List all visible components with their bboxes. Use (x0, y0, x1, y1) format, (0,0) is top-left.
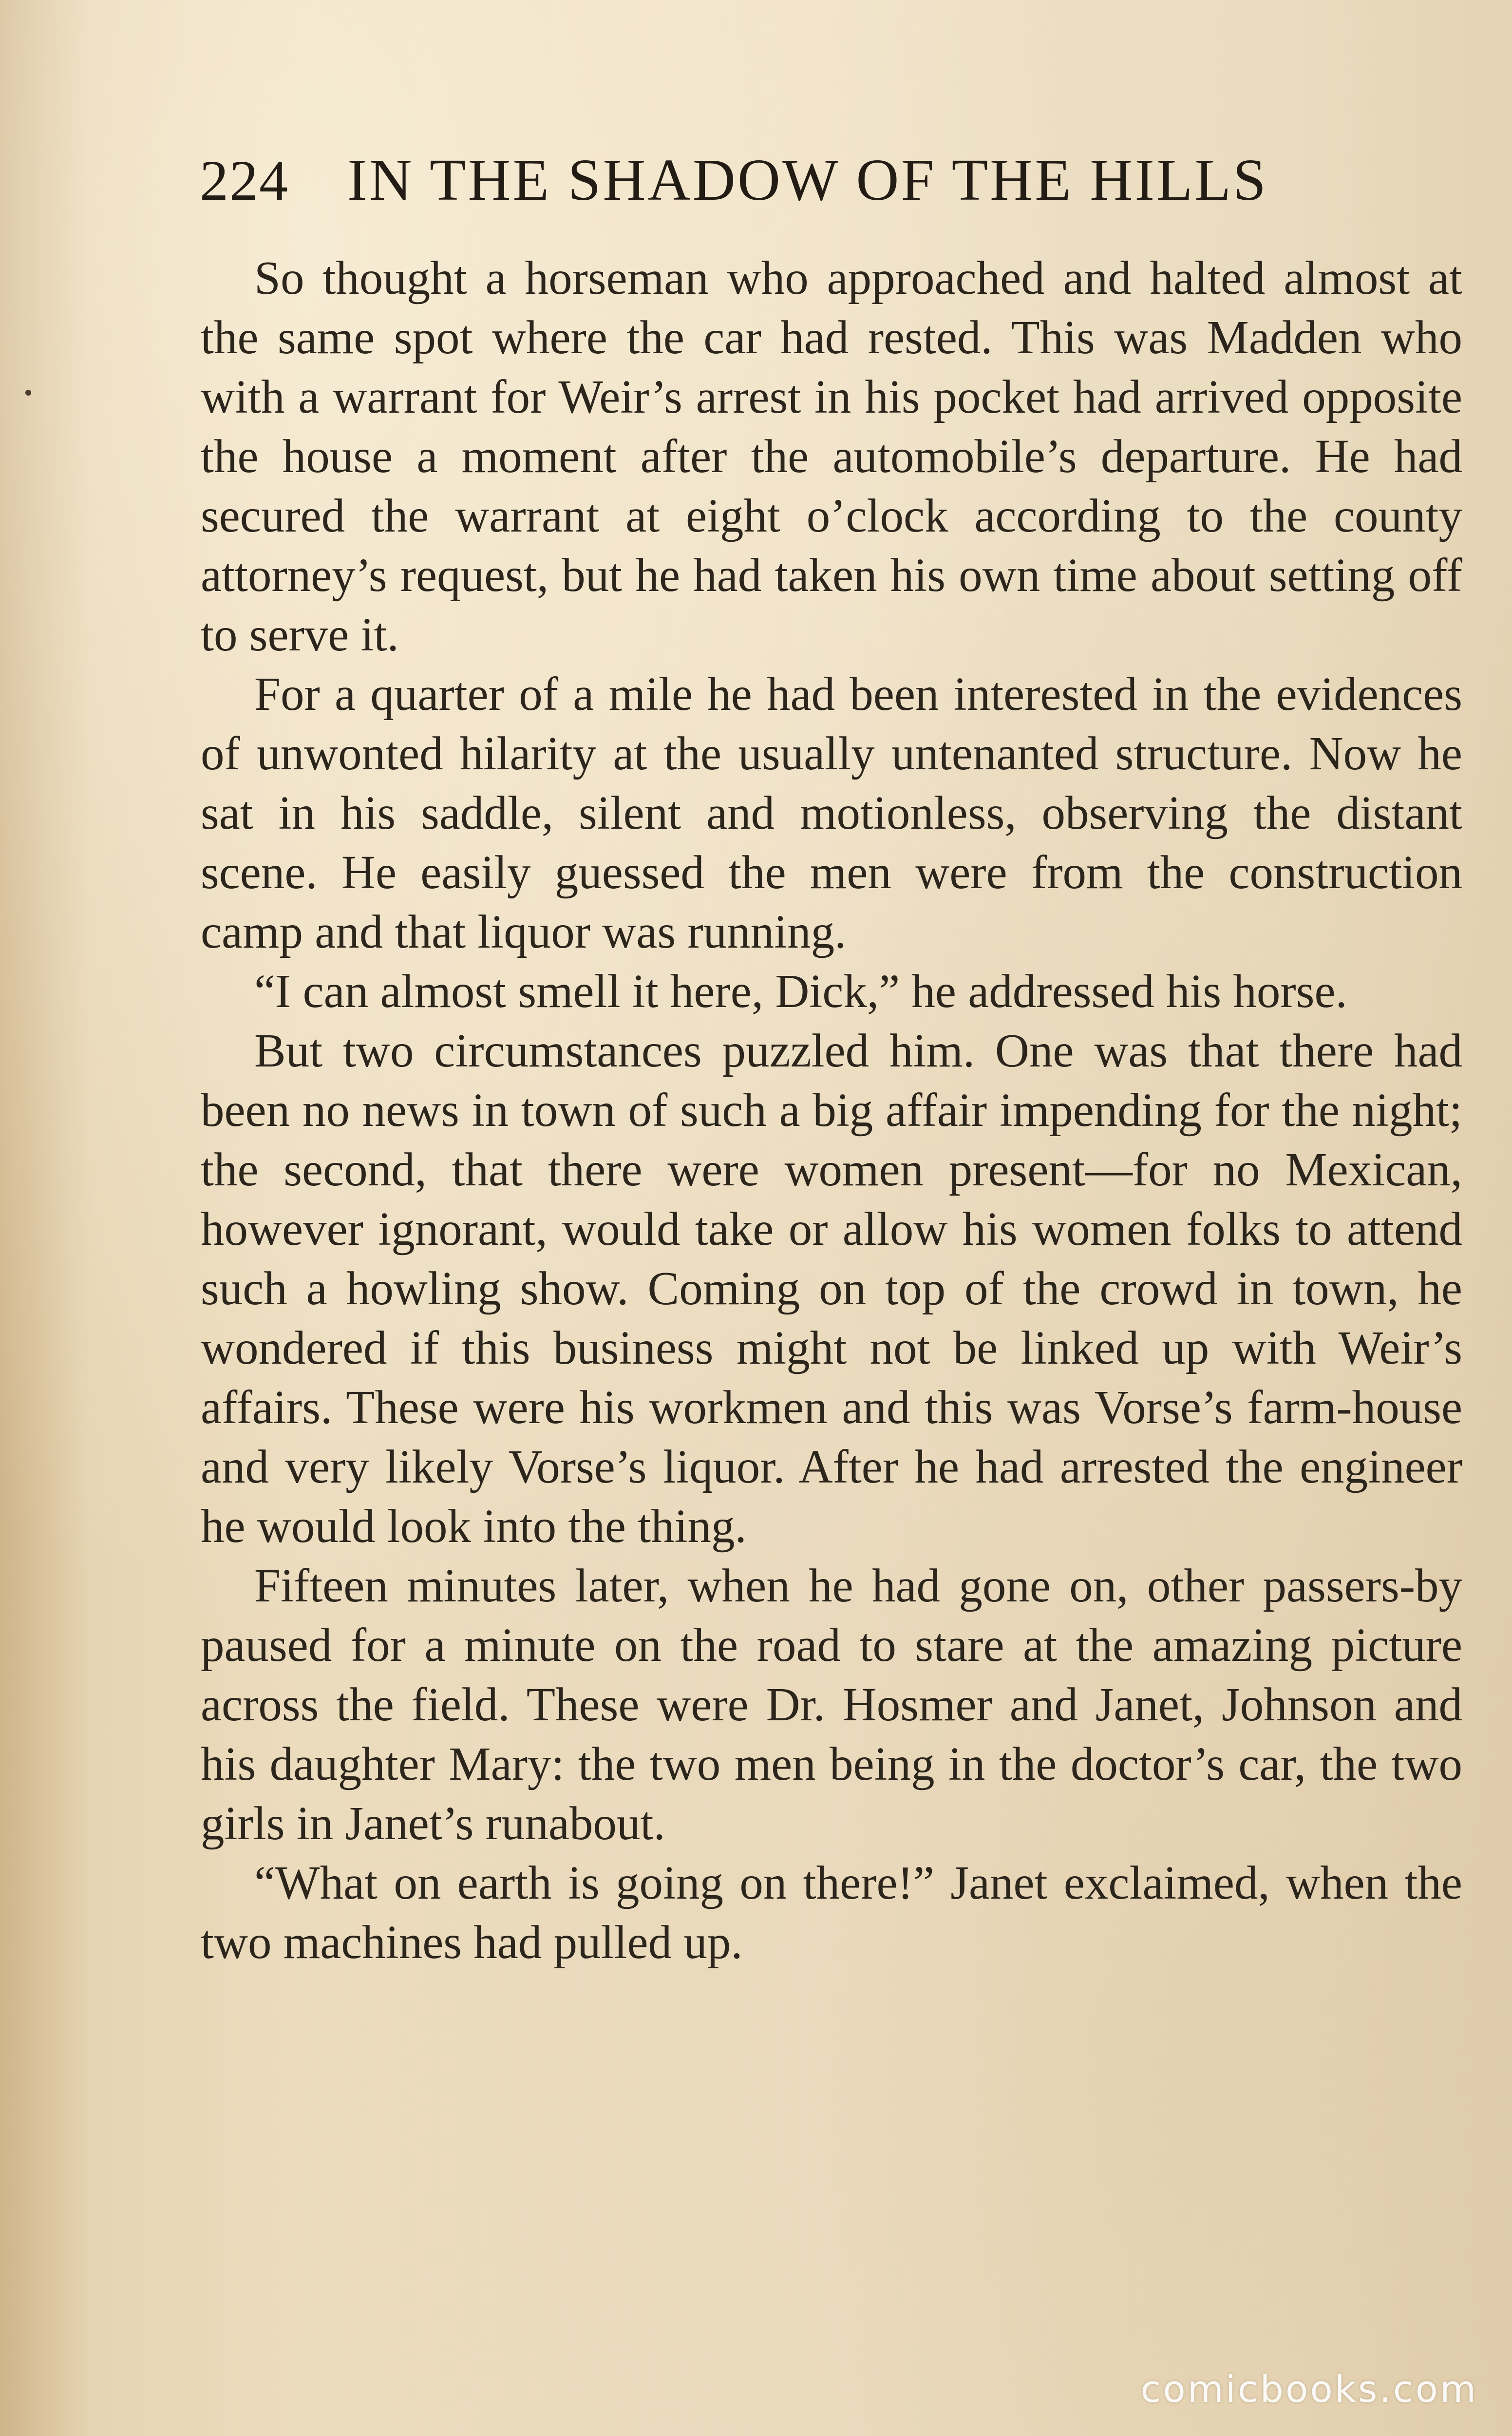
paragraph-5: Fifteen minutes later, when he had gone on, other passers-by paused for a minute on the road to stare at the amazing picture across the field. These were Dr. Hosmer and Janet, Johnson and his daughter Mary: the two men being in the doctor’s car, the two girls in Janet’s runabout. (201, 1560, 1462, 1849)
watermark: comicbooks.com (1140, 2367, 1478, 2411)
page-number: 224 (200, 149, 289, 212)
paragraph-4: But two circumstances puzzled him. One was that there had been no news in town of such a big affair impending for the night; the second, that there were women present—for no Mexican, however ignorant, would take or allow his women folks to attend such a howling show. Coming on top of the crowd in town, he wondered if this business might not be linked up with Weir’s affairs. These were his workmen and this was Vorse’s farm-house and very likely Vorse’s liquor. After he had arrested the engineer he would look into the thing. (201, 1025, 1462, 1552)
running-title: IN THE SHADOW OF THE HILLS (347, 147, 1268, 213)
paragraph-2: For a quarter of a mile he had been interested in the evidences of unwonted hilarity at the usually untenanted structure. Now he sat in his saddle, silent and motionless, observing the distant scene. He easily guessed the men were from the construction camp and that liquor was running. (201, 668, 1462, 958)
paragraph-6: “What on earth is going on there!” Janet exclaimed, when the two machines had pulled up. (201, 1857, 1462, 1968)
paragraph-1: So thought a horseman who approached and halted almost at the same spot where the car had rested. This was Madden who with a warrant for Weir’s arrest in his pocket had arrived opposite the house a moment after the automobile’s departure. He had secured the warrant at eight o’clock according to the county attorney’s request, but he had taken his own time about setting off to serve it. (201, 252, 1462, 661)
paragraph-3: “I can almost smell it here, Dick,” he addressed his horse. (254, 965, 1347, 1017)
body-text (201, 248, 1462, 1972)
paper-speck (25, 390, 31, 396)
page-header (200, 146, 1466, 214)
